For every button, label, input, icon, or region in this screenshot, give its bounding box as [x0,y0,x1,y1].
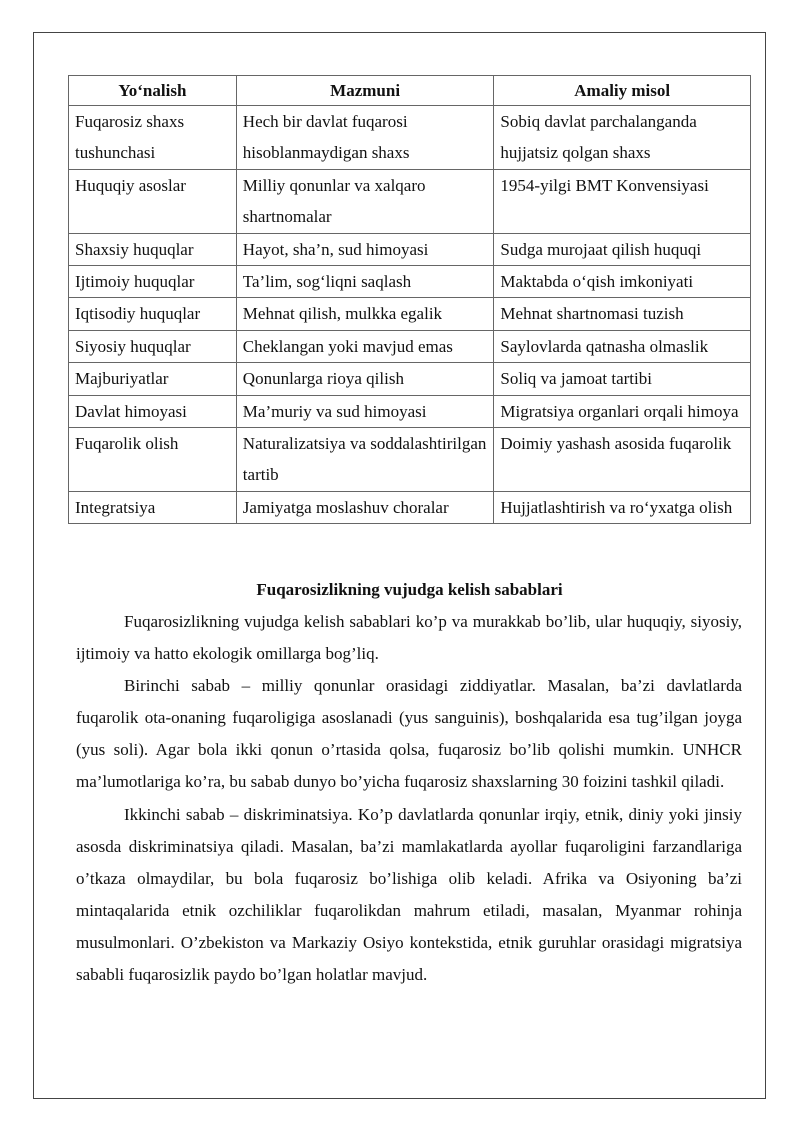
section-heading: Fuqarosizlikning vujudga kelish sabablari [256,580,563,599]
table-cell: Milliy qonunlar va xalqaro shartnomalar [236,169,494,233]
table-cell: Mehnat shartnomasi tuzish [494,298,751,330]
table-cell: Ma’muriy va sud himoyasi [236,395,494,427]
table-cell: Migratsiya organlari orqali himoya [494,395,751,427]
column-header: Amaliy misol [494,76,751,106]
table-cell: Jamiyatga moslashuv choralar [236,491,494,523]
table-cell: Soliq va jamoat tartibi [494,363,751,395]
table-cell: Naturalizatsiya va soddalashtirilgan tartib [236,428,494,492]
table-cell: Sobiq davlat parchalanganda hujjatsiz qolgan shaxs [494,106,751,170]
table-cell: Fuqarosiz shaxs tushunchasi [69,106,237,170]
table-cell: Cheklangan yoki mavjud emas [236,330,494,362]
table-row [69,298,751,330]
table-row [69,266,751,298]
table-cell: Hech bir davlat fuqarosi hisoblanmaydigan shaxs [236,106,494,170]
column-header: Mazmuni [236,76,494,106]
table-row [69,491,751,523]
table-cell: Fuqarolik olish [69,428,237,492]
table-row [69,363,751,395]
table-row [69,330,751,362]
table-cell: Majburiyatlar [69,363,237,395]
paragraph: Birinchi sabab – milliy qonunlar orasidagi ziddiyatlar. Masalan, ba’zi davlatlarda fuqarolik ota-onaning fuqaroligiga asoslanadi (yus sanguinis), boshqalarida esa tug’ilgan joyga (yus soli). Agar bola ikki qonun o’rtasida qolsa, fuqarosiz bo’lib qolishi mumkin. UNHCR ma’lumotlariga ko’ra, bu sabab dunyo bo’yicha fuqarosiz shaxslarning 30 foizini tashkil qiladi. [76,676,742,792]
table-cell: Hujjatlashtirish va ro‘yxatga olish [494,491,751,523]
table-cell: Huquqiy asoslar [69,169,237,233]
table-cell: Siyosiy huquqlar [69,330,237,362]
table-cell: Shaxsiy huquqlar [69,233,237,265]
table-cell: Qonunlarga rioya qilish [236,363,494,395]
table-row [69,169,751,233]
table-cell: Integratsiya [69,491,237,523]
paragraph: Fuqarosizlikning vujudga kelish sabablari ko’p va murakkab bo’lib, ular huquqiy, siyosiy, ijtimoiy va hatto ekologik omillarga bog’liq. [76,612,742,664]
table-row [69,428,751,492]
table-cell: Ijtimoiy huquqlar [69,266,237,298]
table-cell: Iqtisodiy huquqlar [69,298,237,330]
body-text [76,606,742,991]
table-row [69,395,751,427]
statelessness-table [68,75,751,524]
table-cell: 1954-yilgi BMT Konvensiyasi [494,169,751,233]
table-cell: Sudga murojaat qilish huquqi [494,233,751,265]
table-cell: Ta’lim, sog‘liqni saqlash [236,266,494,298]
table-row [69,106,751,170]
table-cell: Doimiy yashash asosida fuqarolik [494,428,751,492]
table-row [69,233,751,265]
table-header-row [69,76,751,106]
column-header: Yo‘nalish [69,76,237,106]
table-cell: Mehnat qilish, mulkka egalik [236,298,494,330]
paragraph: Ikkinchi sabab – diskriminatsiya. Ko’p davlatlarda qonunlar irqiy, etnik, diniy yoki jinsiy asosda diskriminatsiya qiladi. Masalan, ba’zi mamlakatlarda ayollar fuqaroligini farzandlariga o’tkaza olmaydilar, bu bola fuqarosiz bo’lishiga olib keladi. Afrika va Osiyoning ba’zi mintaqalarida etnik ozchiliklar fuqarolikdan mahrum etiladi, masalan, Myanmar rohinja musulmonlari. O’zbekiston va Markaziy Osiyo kontekstida, etnik guruhlar orasidagi migratsiya sababli fuqarosizlik paydo bo’lgan holatlar mavjud. [76,804,742,985]
table-cell: Hayot, sha’n, sud himoyasi [236,233,494,265]
table-cell: Maktabda o‘qish imkoniyati [494,266,751,298]
table-cell: Saylovlarda qatnasha olmaslik [494,330,751,362]
table-cell: Davlat himoyasi [69,395,237,427]
